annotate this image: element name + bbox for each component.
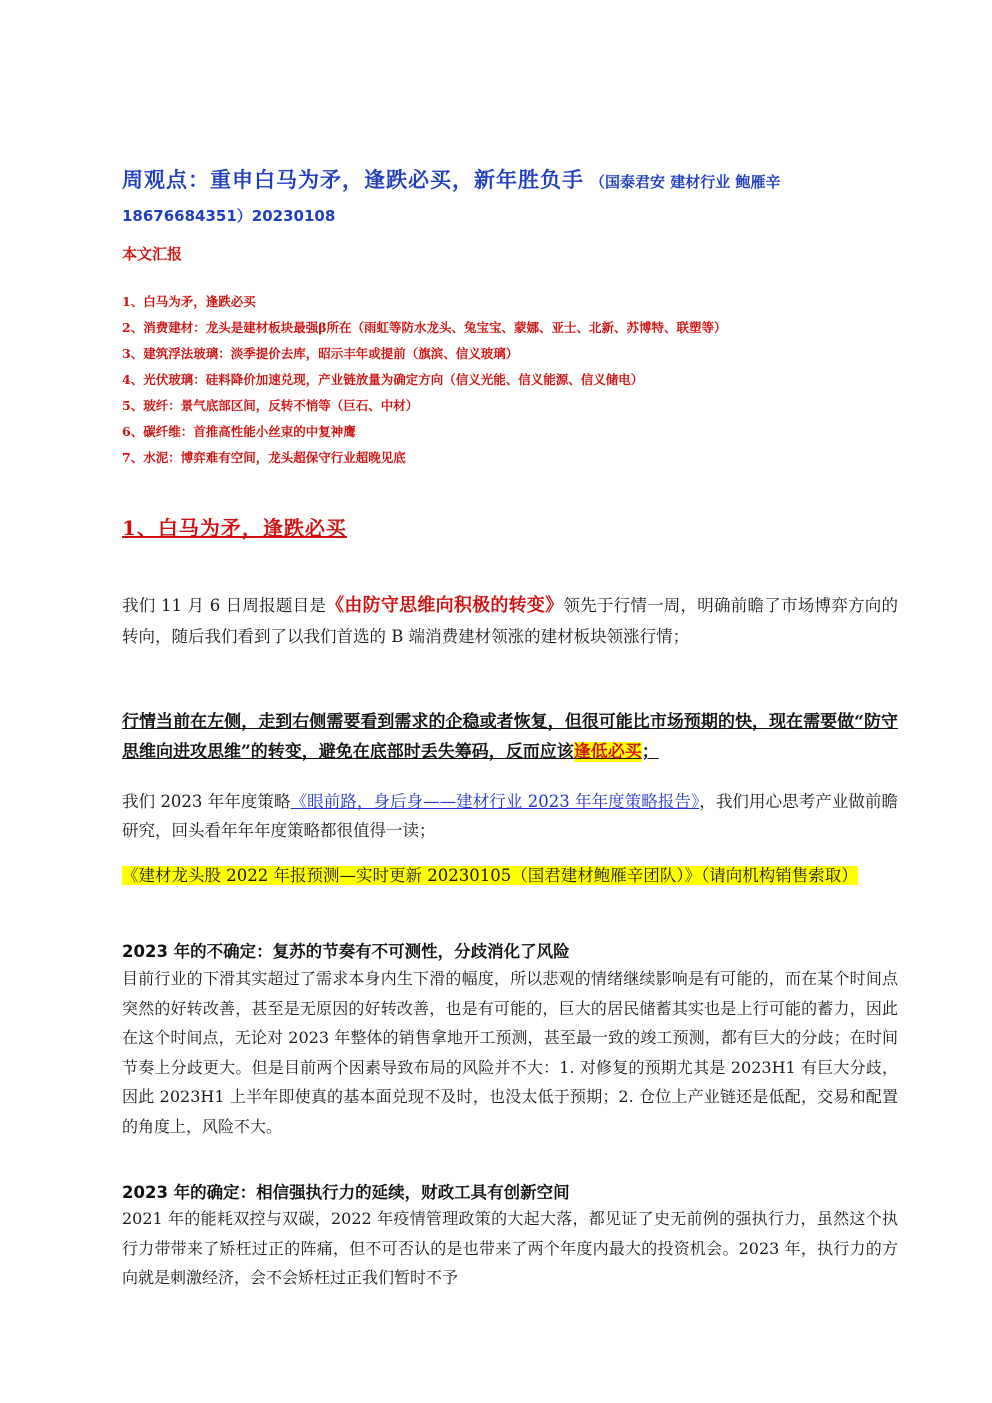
- forecast-request-note: （请向机构销售索取）: [700, 866, 858, 885]
- summary-list: [122, 294, 727, 476]
- summary-item: 5、玻纤：景气底部区间，反转不悄等（巨石、中材）: [122, 398, 419, 413]
- summary-item: 6、碳纤维：首推高性能小丝束的中复神鹰: [122, 424, 356, 439]
- paragraph-forecast: [122, 862, 898, 890]
- report-title: [122, 166, 912, 196]
- paragraph-annual-strategy: [122, 787, 898, 845]
- uncertainty-heading: 2023 年的不确定：复苏的节奏有不可测性，分歧消化了风险: [122, 942, 570, 961]
- p3-text-before: 我们 2023 年年度策略: [122, 792, 291, 811]
- summary-label: 本文汇报: [122, 245, 183, 263]
- title-meta: （国泰君安 建材行业 鲍雁辛: [590, 173, 781, 191]
- p2-text-before: 行情当前在左侧，走到右侧需要看到需求的企稳或者恢复，但很可能比市场预期的快，现在需要做“防守思维向进攻思维”的转变，避免在底部时丢失筹码，反而应该: [122, 712, 898, 762]
- section-heading: 1、白马为矛，逢跌必买: [122, 516, 347, 540]
- p1-text-after: 领先于行情一周，明确前瞻了市场博弈方向的转向，随后我们看到了以我们首选的 B 端消费建材领涨的建材板块领涨行情；: [122, 596, 898, 646]
- certainty-heading: 2023 年的确定：相信强执行力的延续，财政工具有创新空间: [122, 1183, 570, 1202]
- certainty-body: 2021 年的能耗双控与双碳，2022 年疫情管理政策的大起大落，都见证了史无前例的强执行力，虽然这个执行力带带来了矫枉过正的阵痛，但不可否认的是也带来了两个年度内最大的投资机会。2023 年，执行力的方向就是刺激经济，会不会矫枉过正我们暂时不予: [122, 1209, 898, 1287]
- forecast-highlight: 《建材龙头股 2022 年报预测—实时更新 20230105（国君建材鲍雁辛团队）》: [122, 866, 701, 885]
- summary-item: 4、光伏玻璃：硅料降价加速兑现，产业链放量为确定方向（信义光能、信义能源、信义储电）: [122, 372, 644, 387]
- summary-item: 7、水泥：博弈难有空间，龙头超保守行业超晚见底: [122, 450, 406, 465]
- summary-item: 2、消费建材：龙头是建材板块最强β所在（雨虹等防水龙头、兔宝宝、蒙娜、亚士、北新、苏博特、联塑等）: [122, 320, 727, 335]
- annual-strategy-link[interactable]: 《眼前路，身后身——建材行业 2023 年年度策略报告》: [290, 792, 700, 811]
- p3-text-after: ，我们用心思考产业做前瞻研究，回头看年年年度策略都很值得一读；: [122, 792, 899, 840]
- summary-item: 3、建筑浮法玻璃：淡季提价去库，昭示丰年或提前（旗滨、信义玻璃）: [122, 346, 519, 361]
- report-title-emphasis: 《由防守思维向积极的转变》: [326, 595, 564, 616]
- title-main: 周观点：重申白马为矛，逢跌必买，新年胜负手: [122, 167, 584, 192]
- p2-text-after: ；: [641, 742, 659, 762]
- paragraph-market-view: [122, 707, 898, 767]
- highlight-buy-on-dips: 逢低必买: [573, 742, 642, 762]
- title-line2: 18676684351）20230108: [122, 207, 336, 225]
- summary-item: 1、白马为矛，逢跌必买: [122, 294, 256, 309]
- paragraph-weekly-report: [122, 590, 898, 652]
- p1-text-before: 我们 11 月 6 日周报题目是: [122, 596, 327, 615]
- uncertainty-body: 目前行业的下滑其实超过了需求本身内生下滑的幅度，所以悲观的情绪继续影响是有可能的，而在某个时间点突然的好转改善，甚至是无原因的好转改善，也是有可能的，巨大的居民储蓄其实也是上行可能的蓄力，因此在这个时间点，无论对 2023 年整体的销售拿地开工预测，甚至最一致的竣工预测，都有巨大的分歧；在时间节奏上分歧更大。但是目前两个因素导致布局的风险并不大：1. 对修复的预期尤其是 2023H1 有巨大分歧，因此 2023H1 上半年即使真的基本面兑现不及时，也没太低于预期；2. 仓位上产业链还是低配，交易和配置的角度上，风险不大。: [122, 969, 898, 1136]
